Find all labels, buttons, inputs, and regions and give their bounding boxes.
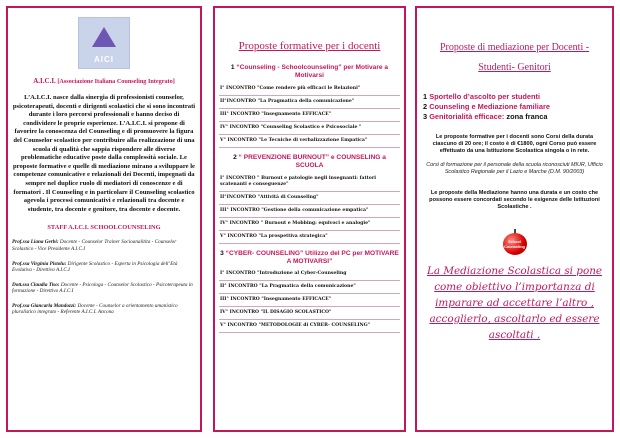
incontro-row: V° INCONTRO "La prospettiva strategica" (219, 231, 400, 244)
module-number: 2 (233, 153, 237, 161)
staff-member (12, 282, 196, 295)
staff-member (12, 239, 196, 252)
module-title (219, 64, 400, 81)
service-number: 3 (423, 112, 428, 121)
staff-desc: Docente - Counselor a orientamento umanistico pluralistico integrato - Referente A.I.C.I. Ancona (12, 302, 178, 316)
org-full: [Associazione Italiana Counseling Integrato] (57, 78, 175, 85)
mediation-cost-text: Le proposte della Mediazione hanno una durata e un costo che possono essere concordati secondo le esigenze delle Istituzioni Scolastiche . (429, 189, 600, 211)
left-panel (6, 6, 202, 432)
modules-list (219, 64, 400, 333)
incontro-row: I° INCONTRO "Introduzione al Cyber-Counseling (219, 268, 400, 281)
incontro-row: III° INCONTRO "Insegnamento EFFICACE" (219, 109, 400, 122)
incontro-row: I° INCONTRO "Come rendere più efficaci le Relazioni" (219, 83, 400, 96)
module-title-text: “ PREVENZIONE BURNOUT” e COUNSELING a SCUOLA (238, 153, 386, 170)
mediation-quote: La Mediazione Scolastica si pone come obiettivo l’importanza di imparare ad accettare l’altro , accoglierlo, ascoltarlo ed essere ascoltati . (426, 265, 603, 342)
logo-text: AICI (94, 55, 114, 64)
incontro-row: IV° INCONTRO "IL DISAGIO SCOLASTICO" (219, 307, 400, 320)
incontro-row: I° INCONTRO " Burnout e patologie negli insegnanti: fattori scatenanti e conseguenze" (219, 173, 400, 192)
incontro-row: II°INCONTRO "La Pragmatica della comunicazione" (219, 96, 400, 109)
staff-member (12, 303, 196, 316)
staff-desc: Dirigente Scolastico - Esperta in Psicologia dell’Età Evolutiva - Direttivo A.I.C.I (12, 260, 178, 274)
middle-panel (213, 6, 406, 432)
staff-name: Prof.ssa Giancarla Mandozzi: (12, 302, 77, 309)
incontro-row: III° INCONTRO "Insegnamento EFFICACE" (219, 294, 400, 307)
staff-name: Dott.ssa Claudia Tiso: (12, 281, 60, 288)
mediation-title: Proposte di mediazione per Docenti - Studenti- Genitori (439, 42, 590, 73)
incontro-row: V° INCONTRO "METODOLOGIE di CYBER- COUNSELING" (219, 320, 400, 333)
module-number: 3 (220, 249, 224, 257)
aici-logo (78, 17, 130, 69)
incontro-row: IV° INCONTRO "Counseling Scolastico e Psicosociale " (219, 122, 400, 135)
staff-name: Prof.ssa Liana Gerbi: (12, 239, 59, 246)
incontro-row: II°INCONTRO "Attività di Counseling" (219, 192, 400, 205)
miur-note: Corsi di formazione per il personale della scuola riconosciuti MIUR, Ufficio Scolastico Regionale per il Lazio e Marche (D.M. 90/2003) (426, 161, 603, 175)
incontro-row: II° INCONTRO "La Pragmatica della comunicazione" (219, 281, 400, 294)
staff-member (12, 261, 196, 274)
module-title-text: “CYBER- COUNSELING” Utilizzo del PC per MOTIVARE A MOTIVARSI” (225, 249, 399, 266)
module-number: 1 (230, 64, 235, 71)
org-short: A.I.C.I. (33, 77, 56, 85)
staff-desc: Docente - Counselor Trainer Socioanalitita - Counselor Scolastico - Vice Presidente A.I.C.I (12, 239, 177, 252)
services-list (423, 92, 606, 122)
module-title (219, 154, 400, 171)
org-name (12, 77, 196, 85)
service-item (423, 92, 606, 102)
butterfly-icon (92, 27, 116, 47)
service-item (423, 102, 606, 112)
apple-icon (501, 229, 529, 257)
staff-name: Prof.ssa Virginia Pistolu: (12, 260, 67, 267)
service-number: 1 (423, 92, 428, 101)
service-item (423, 112, 606, 122)
service-label: Genitorialità efficace: (429, 112, 505, 121)
courses-cost-text: Le proposte formative per i docenti sono Corsi della durata ciascuno di 20 ore; il costo è di €1800, ogni Corso può essere effettuato da una Istituzione Scolastica singola o in rete. (432, 134, 597, 155)
module-title (219, 250, 400, 267)
courses-title: Proposte formative per i docenti (238, 40, 381, 52)
service-label: Counseling e Mediazione familiare (429, 102, 550, 111)
module-title-text: “Counseling - Schoolcounseling” per Motivare a Motivarsi (236, 64, 389, 80)
staff-title: STAFF A.I.C.I. SCHOOLCOUNSELING (47, 224, 161, 232)
apple-label: School Counseling (504, 240, 525, 249)
service-label: Sportello d’ascolto per studenti (429, 92, 541, 101)
incontro-row: III° INCONTRO "Gestione della comunicazione empatica" (219, 205, 400, 218)
incontro-row: IV° INCONTRO " Burnout e Mobbing: equivoci e analogie" (219, 218, 400, 231)
right-panel (415, 6, 614, 432)
staff-list (12, 239, 196, 316)
service-extra: zona franca (504, 112, 548, 121)
intro-text: L’A.I.C.I. nasce dalla sinergia di professionisti counselor, psicoterapeuti, docenti e dirigenti scolastici che si sono incontrati durante i loro percorsi professionali e hanno deciso di condividere le proprie esperienze. L’A.I.C.I. si propone di favorire la conoscenza del Counseling e di promuovere la figura del Counselor scolastico per contribuire alla realizzazione di una scuola di qualità che sappia rispondere alle diverse problematiche educative poste dalla complessità sociale. Le proposte formative e quelle di mediazione mirano a sviluppare le competenze comunicative e relazionali dei Docenti, impegnati da sempre nel duplice ruolo di mediatori di conoscenze e di formatori . Il Counseling e in particolare il Counseling scolastico agevola i processi comunicativi e relazionali tra docente e studente, tra docente e genitore, tra docente e docente. (12, 94, 196, 213)
incontro-row: V° INCONTRO "Le Tecniche di verbalizzazione Empatica" (219, 135, 400, 148)
service-number: 2 (423, 102, 428, 111)
staff-desc: Docente - Psicologa - Counselor Scolastico - Psicoterapeuta in formazione - Direttivo A.I.C.I (12, 281, 193, 295)
